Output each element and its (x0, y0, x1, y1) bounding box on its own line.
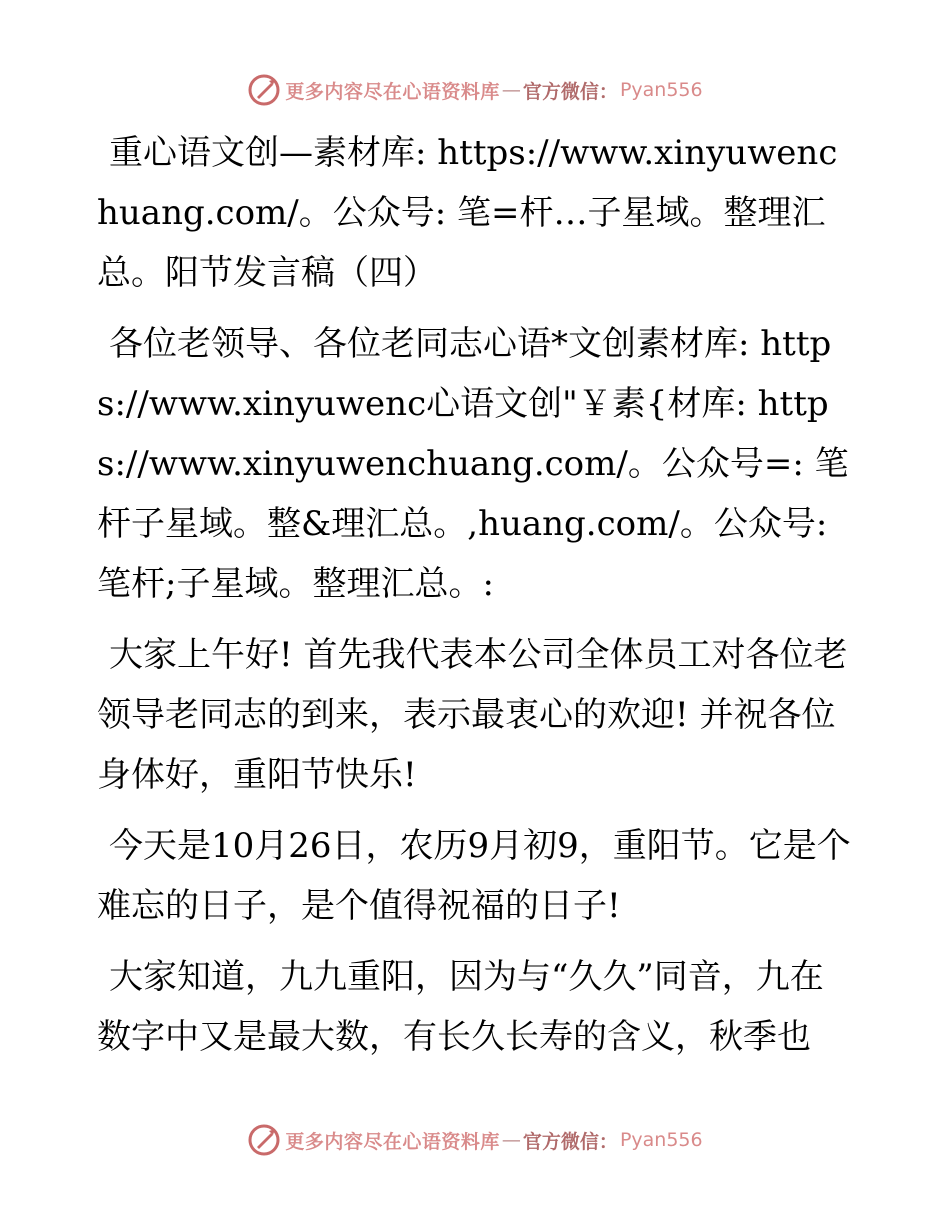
paragraph-4: 今天是10月26日，农历9月初9，重阳节。它是个难忘的日子，是个值得祝福的日子! (97, 826, 851, 926)
document-body (97, 123, 857, 1078)
footer-wechat-label: 官方微信： (522, 1130, 618, 1153)
header-dash: — (501, 79, 521, 101)
logo-icon (247, 1123, 281, 1157)
header-wechat-id: Pyan556 (619, 79, 703, 101)
paragraph-5: 大家知道，九九重阳，因为与“久久”同音，九在数字中又是最大数，有长久长寿的含义，秋季也 (97, 957, 824, 1057)
logo-icon (247, 73, 281, 107)
header-watermark (0, 70, 950, 110)
footer-wechat-id: Pyan556 (619, 1129, 703, 1151)
paragraph-1: 重心语文创—素材库: https://www.xinyuwenchuang.com/。公众号: 笔=杆…子星域。整理汇总。阳节发言稿（四） (97, 133, 838, 293)
paragraph-3: 大家上午好! 首先我代表本公司全体员工对各位老领导老同志的到来，表示最衷心的欢迎! 并祝各位身体好，重阳节快乐! (97, 635, 848, 795)
header-wechat-label: 官方微信： (522, 80, 618, 103)
paragraph-2: 各位老领导、各位老同志心语*文创素材库: https://www.xinyuwenc心语文创"￥素{材库: https://www.xinyuwenchuang.com/。公众号=: 笔杆子星域。整&理汇总。,huang.com/。公众号: 笔杆;子星域。整理汇总。: (97, 324, 849, 604)
footer-site-text: 更多内容尽在心语资料库 (285, 1130, 500, 1153)
footer-dash: — (501, 1129, 521, 1151)
header-site-text: 更多内容尽在心语资料库 (285, 80, 500, 103)
footer-watermark (0, 1120, 950, 1160)
